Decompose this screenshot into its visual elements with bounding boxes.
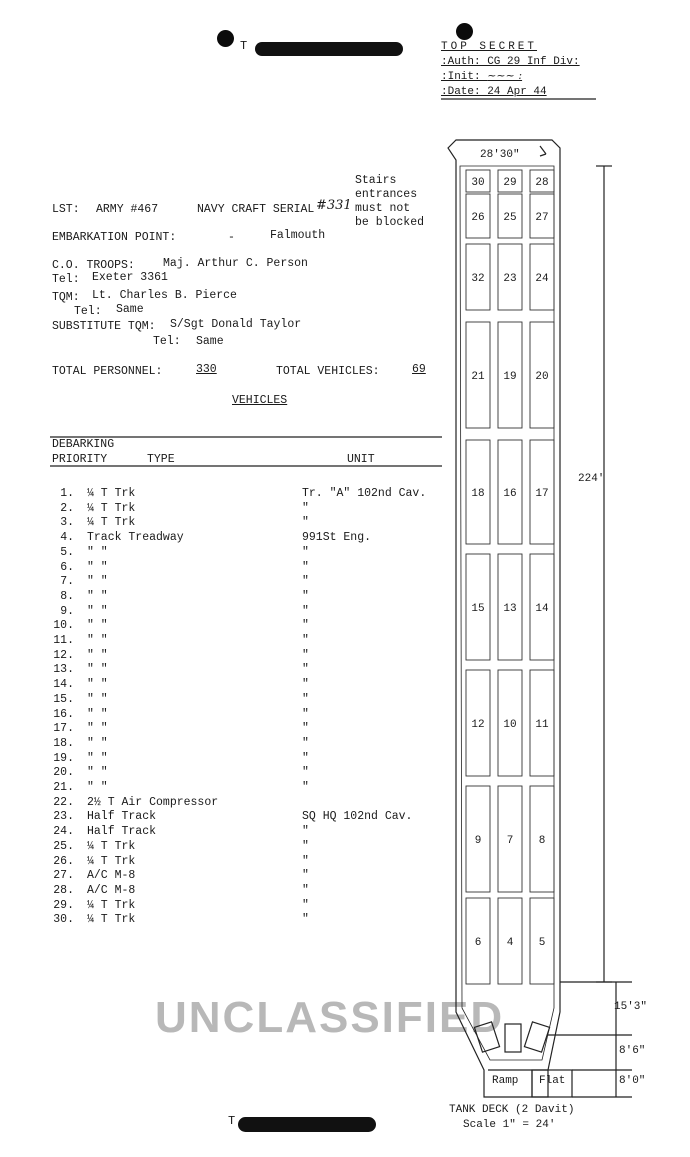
vehicle-unit: " (302, 913, 309, 927)
vehicle-slot-label: 32 (471, 273, 485, 285)
vehicle-type: " " (87, 707, 108, 721)
vehicle-unit: " (302, 516, 309, 530)
vehicle-unit: " (302, 839, 309, 853)
vehicle-type: " " (87, 619, 108, 633)
bow-vehicle-center (505, 1024, 521, 1052)
vehicle-slot-label: 23 (503, 273, 517, 285)
initials-signature: ~~~ : (487, 69, 523, 82)
vehicle-type: " " (87, 648, 108, 662)
vehicle-slot-label: 30 (471, 177, 485, 189)
vehicle-unit: SQ HQ 102nd Cav. (302, 810, 413, 824)
vehicle-unit: " (302, 648, 309, 662)
init-line: :Init: ~~~ : (441, 69, 523, 83)
vehicle-slot-label: 17 (535, 488, 549, 500)
vehicle-unit: Tr. "A" 102nd Cav. (302, 487, 427, 500)
vehicle-type: " " (87, 736, 108, 750)
vehicle-slot-label: 20 (535, 371, 549, 383)
vehicle-type: " " (87, 766, 108, 780)
vehicle-type: ¼ T Trk (87, 854, 136, 868)
vehicle-type: 2½ T Air Compressor (87, 795, 219, 809)
flat-label: Flat (539, 1075, 566, 1087)
vehicle-slot-label: 6 (474, 937, 482, 949)
diagram-caption-1: TANK DECK (2 Davit) (449, 1104, 575, 1116)
header-debarking: DEBARKING (52, 438, 115, 451)
vehicle-priority: 21. (53, 781, 74, 794)
vehicle-priority: 4. (60, 531, 74, 545)
tel2-label: Tel: (74, 305, 102, 318)
stairs-note-3: must not (355, 202, 411, 215)
vehicle-priority: 1. (60, 487, 74, 500)
navy-craft-label: NAVY CRAFT SERIAL (197, 203, 315, 216)
vehicle-unit: " (302, 707, 309, 721)
vehicle-slot-labels (471, 177, 549, 949)
vehicle-type: Track Treadway (87, 531, 184, 545)
embarkation-value: Falmouth (270, 229, 326, 242)
vehicle-slot-label: 26 (471, 212, 485, 224)
vehicle-priority: 26. (53, 854, 74, 868)
vehicle-priority: 10. (53, 619, 74, 633)
bow-arrow (540, 146, 546, 156)
vehicle-type: Half Track (87, 810, 157, 824)
vehicle-slot-label: 29 (503, 177, 517, 189)
vehicle-slot-label: 4 (506, 937, 514, 949)
embarkation-label: EMBARKATION POINT: (52, 231, 177, 244)
vehicle-slot-label: 28 (535, 177, 549, 189)
vehicle-type: ¼ T Trk (87, 516, 136, 530)
substitute-tqm-label: SUBSTITUTE TQM: (52, 320, 156, 333)
classification-line: TOP SECRET (441, 41, 538, 53)
vehicle-unit: " (302, 722, 309, 736)
vehicle-unit: " (302, 619, 309, 633)
vehicle-unit: " (302, 634, 309, 647)
vehicle-priority: 2. (60, 501, 74, 515)
unclassified-stamp: UNCLASSIFIED (155, 993, 505, 1042)
vehicle-slot-label: 12 (471, 719, 485, 731)
bow-vehicle-left (474, 1022, 499, 1052)
vehicle-unit: " (302, 883, 309, 897)
vehicle-priority: 22. (53, 795, 74, 809)
vehicle-type: ¼ T Trk (87, 913, 136, 927)
vehicle-unit: " (302, 781, 309, 794)
vehicle-unit: " (302, 751, 309, 765)
width-dimension-label: 28'30" (480, 149, 520, 161)
date-line: :Date: 24 Apr 44 (441, 85, 547, 98)
tel3-label: Tel: (153, 335, 181, 348)
tel1-value: Exeter 3361 (92, 271, 168, 284)
vehicle-unit: " (302, 501, 309, 515)
vehicle-priority: 16. (53, 707, 74, 721)
vehicle-priority: 5. (60, 545, 74, 559)
tqm-value: Lt. Charles B. Pierce (92, 289, 237, 302)
vehicle-type: " " (87, 663, 108, 677)
vehicle-priority: 30. (53, 913, 74, 927)
vehicle-priority: 20. (53, 766, 74, 780)
vehicle-type: " " (87, 678, 108, 692)
vehicle-type: Half Track (87, 825, 157, 839)
vehicle-priority: 19. (53, 751, 74, 765)
vehicle-slot-label: 16 (503, 488, 517, 500)
vehicle-type: " " (87, 560, 108, 574)
vehicle-type: ¼ T Trk (87, 501, 136, 515)
vehicle-type: " " (87, 575, 108, 589)
vehicle-priority: 8. (60, 589, 74, 603)
total-personnel-value: 330 (196, 363, 217, 376)
vehicle-unit: 991St Eng. (302, 531, 372, 545)
vehicle-type: " " (87, 634, 108, 647)
vehicle-unit: " (302, 545, 309, 559)
header-type: TYPE (147, 453, 175, 466)
total-vehicles-value: 69 (412, 363, 426, 376)
vehicle-slot-label: 11 (535, 719, 549, 731)
vehicles-heading: VEHICLES (232, 394, 288, 407)
vehicle-type: A/C M-8 (87, 883, 136, 897)
header-priority: PRIORITY (52, 453, 108, 466)
tel3-value: Same (196, 335, 224, 348)
co-troops-value: Maj. Arthur C. Person (163, 257, 308, 270)
vehicle-priority: 13. (53, 663, 74, 677)
vehicle-slots (466, 170, 554, 984)
vehicle-unit: " (302, 766, 309, 780)
vehicle-slot-label: 19 (503, 371, 517, 383)
vehicle-slot-label: 8 (538, 835, 546, 847)
vehicle-unit: " (302, 898, 309, 912)
vehicle-priority: 17. (53, 722, 74, 736)
vehicle-type: ¼ T Trk (87, 839, 136, 853)
vehicle-priority: 3. (60, 516, 74, 530)
vehicle-unit: " (302, 604, 309, 618)
vehicle-unit: " (302, 663, 309, 677)
redacted-title-initial: T (240, 39, 248, 53)
vehicle-priority: 28. (53, 883, 74, 897)
total-vehicles-label: TOTAL VEHICLES: (276, 365, 380, 378)
vehicle-priority: 6. (60, 560, 74, 574)
total-personnel-label: TOTAL PERSONNEL: (52, 365, 163, 378)
vehicle-priority: 29. (53, 898, 74, 912)
vehicle-type: " " (87, 692, 108, 706)
lst-label: LST: (52, 203, 80, 216)
vehicle-slot-label: 7 (506, 835, 514, 847)
vehicle-priority: 15. (53, 692, 74, 706)
co-troops-label: C.O. TROOPS: (52, 259, 135, 272)
vehicle-unit: " (302, 589, 309, 603)
vehicle-slot-label: 25 (503, 212, 517, 224)
vehicle-type: ¼ T Trk (87, 898, 136, 912)
vehicle-unit: " (302, 560, 309, 574)
lst-value: ARMY #467 (96, 203, 159, 216)
vehicle-priority: 9. (60, 604, 74, 618)
vehicle-priority: 18. (53, 736, 74, 750)
navy-craft-value: #331 (316, 198, 352, 213)
diagram-caption-2: Scale 1" = 24' (463, 1119, 556, 1131)
vehicle-unit: " (302, 692, 309, 706)
vehicle-priority: 24. (53, 825, 74, 839)
vehicle-slot-label: 14 (535, 603, 549, 615)
tqm-label: TQM: (52, 291, 80, 304)
vehicle-type: " " (87, 781, 108, 794)
vehicle-unit: " (302, 825, 309, 839)
vehicle-priority: 14. (53, 678, 74, 692)
bow-vehicle-right (524, 1022, 549, 1052)
header-unit: UNIT (347, 453, 375, 466)
vehicle-priority: 7. (60, 575, 74, 589)
vehicle-slot-label: 21 (471, 371, 485, 383)
vehicle-type: " " (87, 722, 108, 736)
embarkation-dash: - (228, 231, 235, 244)
stairs-note-1: Stairs (355, 174, 397, 187)
vehicle-slot-label: 10 (503, 719, 517, 731)
vehicle-slot-label: 27 (535, 212, 549, 224)
vehicle-unit: " (302, 575, 309, 589)
stairs-note-4: be blocked (355, 216, 425, 229)
tel2-value: Same (116, 303, 144, 316)
vehicle-priority: 11. (53, 634, 74, 647)
vehicle-slot-label: 13 (503, 603, 517, 615)
vehicle-priority: 27. (53, 869, 74, 883)
vehicle-slot-label: 5 (538, 937, 546, 949)
dimension-a-label: 15'3" (614, 1001, 648, 1013)
vehicle-priority: 23. (53, 810, 74, 824)
stairs-note-2: entrances (355, 188, 418, 201)
vehicle-priority: 12. (53, 648, 74, 662)
ramp-label: Ramp (492, 1075, 519, 1087)
vehicle-type: " " (87, 751, 108, 765)
tel1-label: Tel: (52, 273, 80, 286)
dimension-c-label: 8'0" (619, 1075, 646, 1087)
substitute-tqm-value: S/Sgt Donald Taylor (170, 318, 302, 331)
redacted-footer-initial: T (228, 1114, 236, 1128)
vehicle-unit: " (302, 869, 309, 883)
vehicle-priority: 25. (53, 839, 74, 853)
vehicle-slot-label: 15 (471, 603, 485, 615)
vehicle-unit: " (302, 736, 309, 750)
vehicle-slot-label: 24 (535, 273, 549, 285)
vehicle-type: " " (87, 589, 108, 603)
vehicle-unit: " (302, 854, 309, 868)
vehicle-type: A/C M-8 (87, 869, 136, 883)
vehicle-type: ¼ T Trk (87, 487, 136, 500)
vehicle-type: " " (87, 545, 108, 559)
length-dimension-label: 224' (578, 473, 605, 485)
dimension-b-label: 8'6" (619, 1045, 646, 1057)
vehicle-slot-label: 9 (474, 835, 482, 847)
vehicle-slot-label: 18 (471, 488, 485, 500)
vehicle-type: " " (87, 604, 108, 618)
vehicle-unit: " (302, 678, 309, 692)
auth-line: :Auth: CG 29 Inf Div: (441, 55, 580, 68)
